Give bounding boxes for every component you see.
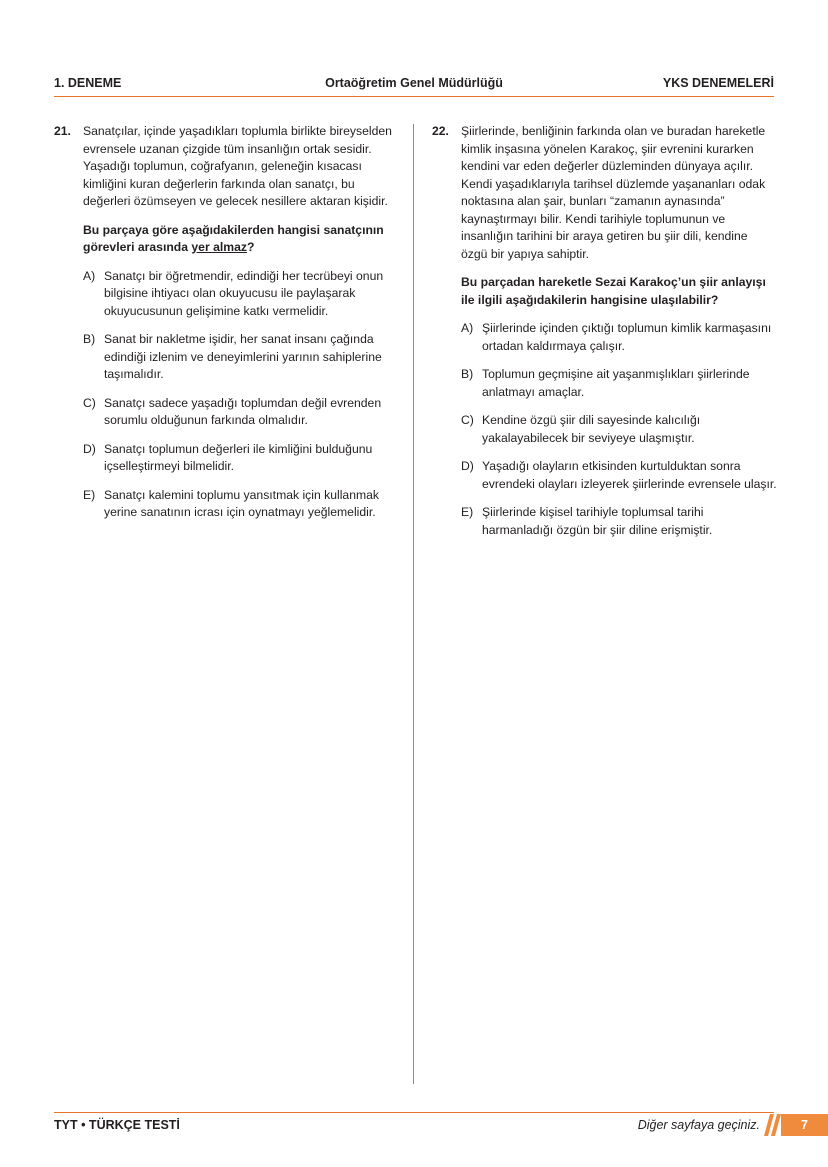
option-text: Sanatçı bir öğretmendir, edindiği her tecrübeyi onun bilgisine ihtiyacı olan okuyucusu ile paylaşarak okuyucusunun gelişimine katkı vermelidir. (104, 268, 384, 318)
option-e[interactable] (83, 487, 399, 522)
stripes-icon (764, 1114, 782, 1136)
stem-text: Şiirlerinde, benliğinin farkında olan ve buradan hareketle kimlik inşasına yönelen Karakoç, şiir evrenini kurarken kendini var eden değerler düzleminden dünyaya açılır. Kendi yaşadıklarıyla tarihsel düzlemde yaşananları odak noktasına alan şair, bunları “zamanın aynasında” kaynaştırmayı bilir. Kendi tarihiyle toplumunun ve insanlığın tarihini bir araya getiren bu şiir dili, kendine özgü bir yapıya sahiptir. (461, 124, 766, 261)
option-letter: B) (461, 367, 474, 381)
option-c[interactable] (83, 395, 399, 430)
page-number: 7 (781, 1114, 828, 1136)
option-a[interactable] (83, 268, 399, 321)
option-e[interactable] (461, 504, 777, 539)
question-stem (461, 123, 777, 263)
option-text: Sanatçı toplumun değerleri ile kimliğini bulduğunu içselleştirmeyi bilmelidir. (104, 441, 373, 473)
column-divider (413, 124, 414, 1084)
footer-test-name: TYT • TÜRKÇE TESTİ (54, 1118, 180, 1132)
option-letter: C) (461, 413, 474, 427)
option-d[interactable] (83, 441, 399, 476)
option-letter: A) (83, 268, 96, 283)
header-institution: Ortaöğretim Genel Müdürlüğü (325, 76, 503, 90)
option-c[interactable] (461, 412, 777, 447)
question-prompt: Bu parçadan hareketle Sezai Karakoç’un şiir anlayışı ile ilgili aşağıdakilerin hangisine ulaşılabilir? (461, 275, 766, 307)
answer-options (83, 268, 399, 522)
question-stem (83, 123, 399, 211)
option-d[interactable] (461, 458, 777, 493)
footer-rule (54, 1112, 774, 1113)
option-text: Yaşadığı olayların etkisinden kurtulduktan sonra evrendeki olayları izleyerek şiirlerinde evrensele ulaşır. (482, 459, 777, 491)
option-letter: E) (83, 487, 96, 502)
question-number: 21. (54, 124, 71, 138)
option-text: Sanatçı sadece yaşadığı toplumdan değil evrenden sorumlu olduğunun farkında olmalıdır. (104, 395, 382, 427)
option-text: Kendine özgü şiir dili sayesinde kalıcılığı yakalayabilecek bir seviyeye ulaşmıştır. (482, 413, 701, 445)
header-series: YKS DENEMELERİ (662, 76, 774, 90)
answer-options (461, 320, 777, 539)
option-b[interactable] (461, 366, 777, 401)
stem-text: Sanatçılar, içinde yaşadıkları toplumla birlikte bireyselden evrensele uzanan çizgide tüm insanlığın ortak sesidir. Yaşadığı toplumun, coğrafyanın, geleneğin kısacası kimliğini kuran değerlerin farkında olan sanatçı, bu değerleri özümseyen ve gelecek nesillere aktaran kişidir. (83, 124, 392, 208)
option-letter: B) (83, 332, 96, 346)
option-text: Şiirlerinde kişisel tarihiyle toplumsal tarihi harmanladığı özgün bir şiir diline erişmiştir. (482, 505, 713, 537)
question-22 (432, 123, 777, 550)
question-prompt (83, 222, 399, 257)
option-letter: E) (461, 505, 474, 519)
header-test-name: 1. DENEME (54, 76, 122, 90)
option-text: Sanat bir nakletme işidir, her sanat insanı çağında edindiği izlenim ve deneyimlerini yarının sahiplerine taşımalıdır. (104, 332, 382, 381)
option-text: Toplumun geçmişine ait yaşanmışlıkları şiirlerinde anlatmayı amaçlar. (482, 367, 750, 399)
option-letter: A) (461, 321, 474, 335)
option-text: Sanatçı kalemini toplumu yansıtmak için kullanmak yerine sanatının icrası için oynatmayı yeğlemelidir. (104, 487, 380, 519)
page-header (54, 74, 774, 97)
question-number: 22. (432, 124, 449, 138)
option-letter: D) (83, 441, 96, 456)
option-b[interactable] (83, 331, 399, 384)
question-21 (54, 123, 399, 533)
footer-next-page: Diğer sayfaya geçiniz. (637, 1118, 760, 1132)
prompt-mark: ? (246, 240, 255, 254)
prompt-underlined: yer almaz (191, 240, 247, 254)
prompt-text: Bu parçaya göre aşağıdakilerden hangisi sanatçının görevleri arasında (83, 222, 384, 254)
option-letter: C) (83, 395, 96, 410)
option-letter: D) (461, 459, 474, 473)
option-text: Şiirlerinde içinden çıktığı toplumun kimlik karmaşasını ortadan kaldırmaya çalışır. (482, 321, 772, 353)
option-a[interactable] (461, 320, 777, 355)
